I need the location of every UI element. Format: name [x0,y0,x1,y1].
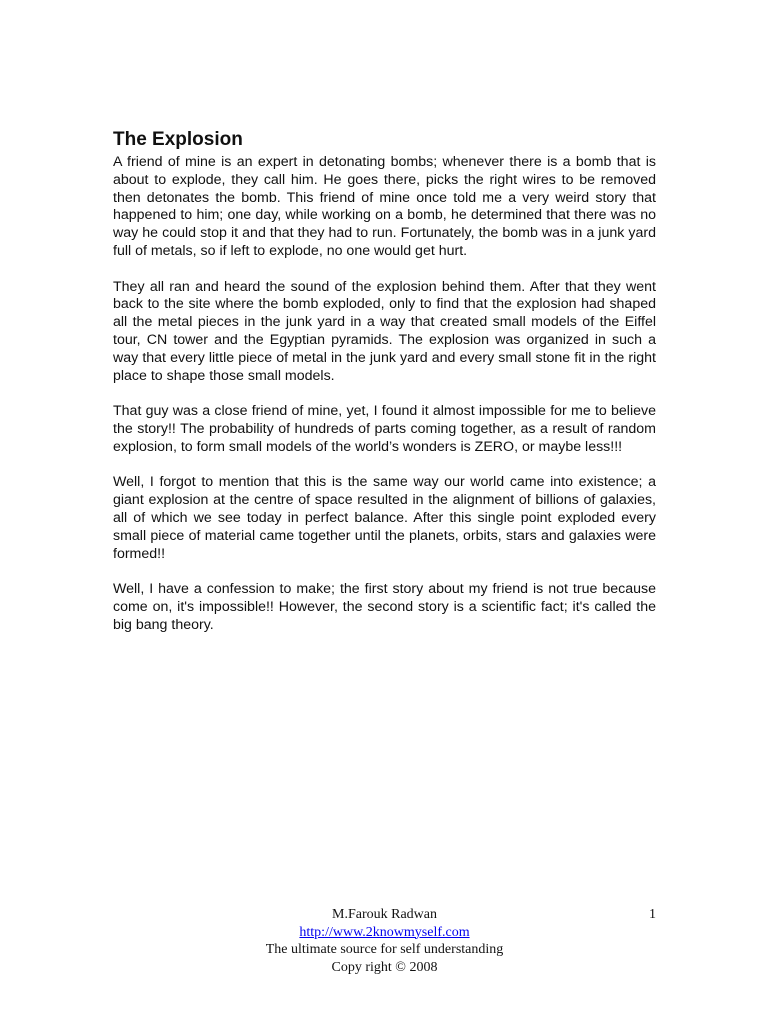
footer-tagline: The ultimate source for self understanding [265,942,504,957]
paragraph-2: They all ran and heard the sound of the explosion behind them. After that they went back to the site where the bomb exploded, only to find that the explosion had shaped all the metal pieces in the junk yard in a way that created small models of the Eiffel tour, CN tower and the Egyptian pyramids. The explosion was organized in such a way that every little piece of metal in the junk yard and every small stone fit in the right place to shape those small models. [113,278,656,384]
footer-copyright: Copy right © 2008 [331,959,438,975]
paragraph-4: Well, I forgot to mention that this is the same way our world came into existence; a giant explosion at the centre of space resulted in the alignment of billions of galaxies, all of which we see today in perfect balance. After this single point exploded every small piece of material came together until the planets, orbits, stars and galaxies were formed!! [113,474,656,562]
footer-author: M.Farouk Radwan [332,907,437,922]
paragraph-5: Well, I have a confession to make; the first story about my friend is not true because come on, it's impossible!! However, the second story is a scientific fact; it's called the big bang theory. [113,581,656,633]
article-body [113,128,656,652]
footer-website-link[interactable]: http://www.2knowmyself.com [299,924,470,940]
article-title: The Explosion [113,129,243,150]
paragraph-1: A friend of mine is an expert in detonating bombs; whenever there is a bomb that is about to explode, they call him. He goes there, picks the right wires to be removed then detonates the bomb. This friend of mine once told me a very weird story that happened to him; one day, while working on a bomb, he determined that there was no way he could stop it and that they had to run. Fortunately, the bomb was in a junk yard full of metals, so if left to explode, no one would get hurt. [113,154,656,259]
paragraph-3: That guy was a close friend of mine, yet, I found it almost impossible for me to believe the story!! The probability of hundreds of parts coming together, as a result of random explosion, to form small models of the world’s wonders is ZERO, or maybe less!!! [113,403,656,455]
page-number: 1 [649,907,656,922]
page-footer [113,906,656,976]
